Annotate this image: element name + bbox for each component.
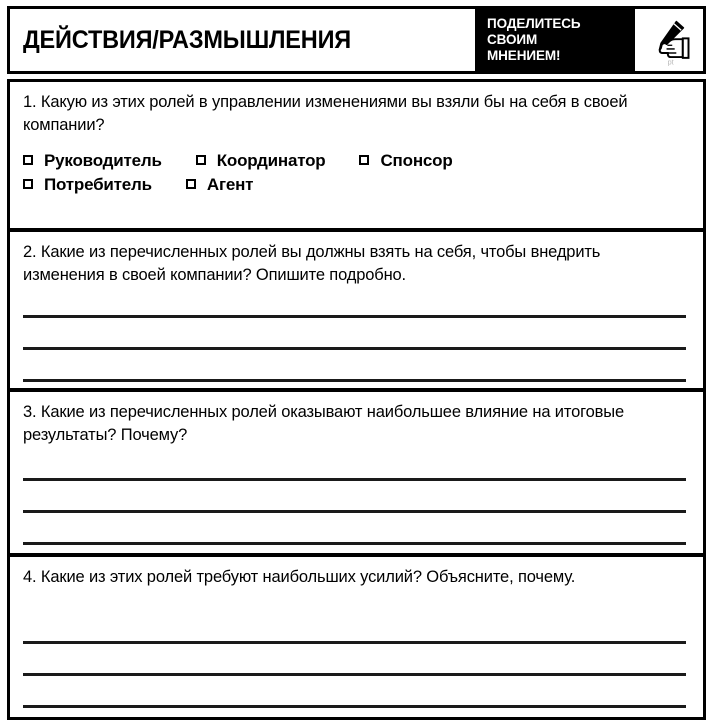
checkbox-koordinator[interactable] [196, 155, 206, 165]
answer-line[interactable] [23, 705, 686, 708]
option-koordinator[interactable] [196, 152, 326, 169]
answer-lines-2[interactable] [23, 315, 692, 388]
question-4-text: 4. Какие из этих ролей требуют наибольших усилий? Объясните, почему. [23, 568, 576, 586]
question-3-text: 3. Какие из перечисленных ролей оказывают наибольшее влияние на итоговые результаты? Почему? [23, 403, 624, 445]
checkbox-sponsor[interactable] [359, 155, 369, 165]
option-agent[interactable] [186, 176, 253, 193]
answer-line[interactable] [23, 510, 686, 513]
answer-line[interactable] [23, 379, 686, 382]
answer-line[interactable] [23, 641, 686, 644]
answer-line[interactable] [23, 673, 686, 676]
checkbox-rukovoditel[interactable] [23, 155, 33, 165]
option-label-agent: Агент [206, 174, 254, 194]
role-options-group [23, 152, 692, 193]
answer-lines-3[interactable] [23, 478, 692, 553]
answer-line[interactable] [23, 542, 686, 545]
callout-line-1: ПОДЕЛИТЕСЬ [487, 16, 581, 32]
icon-watermark-text: pt [667, 57, 674, 66]
callout-line-2: СВОИМ [487, 32, 538, 48]
question-section-2 [10, 228, 703, 388]
page-title: ДЕЙСТВИЯ/РАЗМЫШЛЕНИЯ [23, 25, 351, 54]
option-sponsor[interactable] [359, 152, 452, 169]
hand-with-pen-icon [643, 14, 695, 66]
answer-line[interactable] [23, 347, 686, 350]
question-section-3 [10, 388, 703, 553]
option-label-sponsor: Спонсор [380, 150, 453, 170]
role-options-row-1 [23, 152, 692, 169]
option-label-koordinator: Координатор [216, 150, 326, 170]
option-label-potrebitel: Потребитель [44, 174, 152, 194]
callout-line-3: МНЕНИЕМ! [487, 47, 561, 63]
checkbox-potrebitel[interactable] [23, 179, 33, 189]
checkbox-agent[interactable] [186, 179, 196, 189]
answer-line[interactable] [23, 315, 686, 318]
question-2-text: 2. Какие из перечисленных ролей вы должны взять на себя, чтобы внедрить изменения в своей компании? Опишите подробно. [23, 243, 601, 285]
header-icon-cell [635, 9, 703, 71]
questions-panel [7, 79, 706, 720]
answer-lines-4[interactable] [23, 641, 692, 717]
role-options-row-2 [23, 176, 692, 193]
worksheet-header [7, 6, 706, 74]
header-title-cell [10, 9, 475, 71]
question-1-text: 1. Какую из этих ролей в управлении изменениями вы взяли бы на себя в своей компании? [23, 93, 628, 135]
option-rukovoditel[interactable] [23, 152, 162, 169]
question-section-1 [10, 82, 703, 228]
option-potrebitel[interactable] [23, 176, 152, 193]
answer-line[interactable] [23, 478, 686, 481]
question-section-4 [10, 553, 703, 717]
share-opinion-callout [475, 9, 635, 71]
option-label-rukovoditel: Руководитель [44, 150, 162, 170]
